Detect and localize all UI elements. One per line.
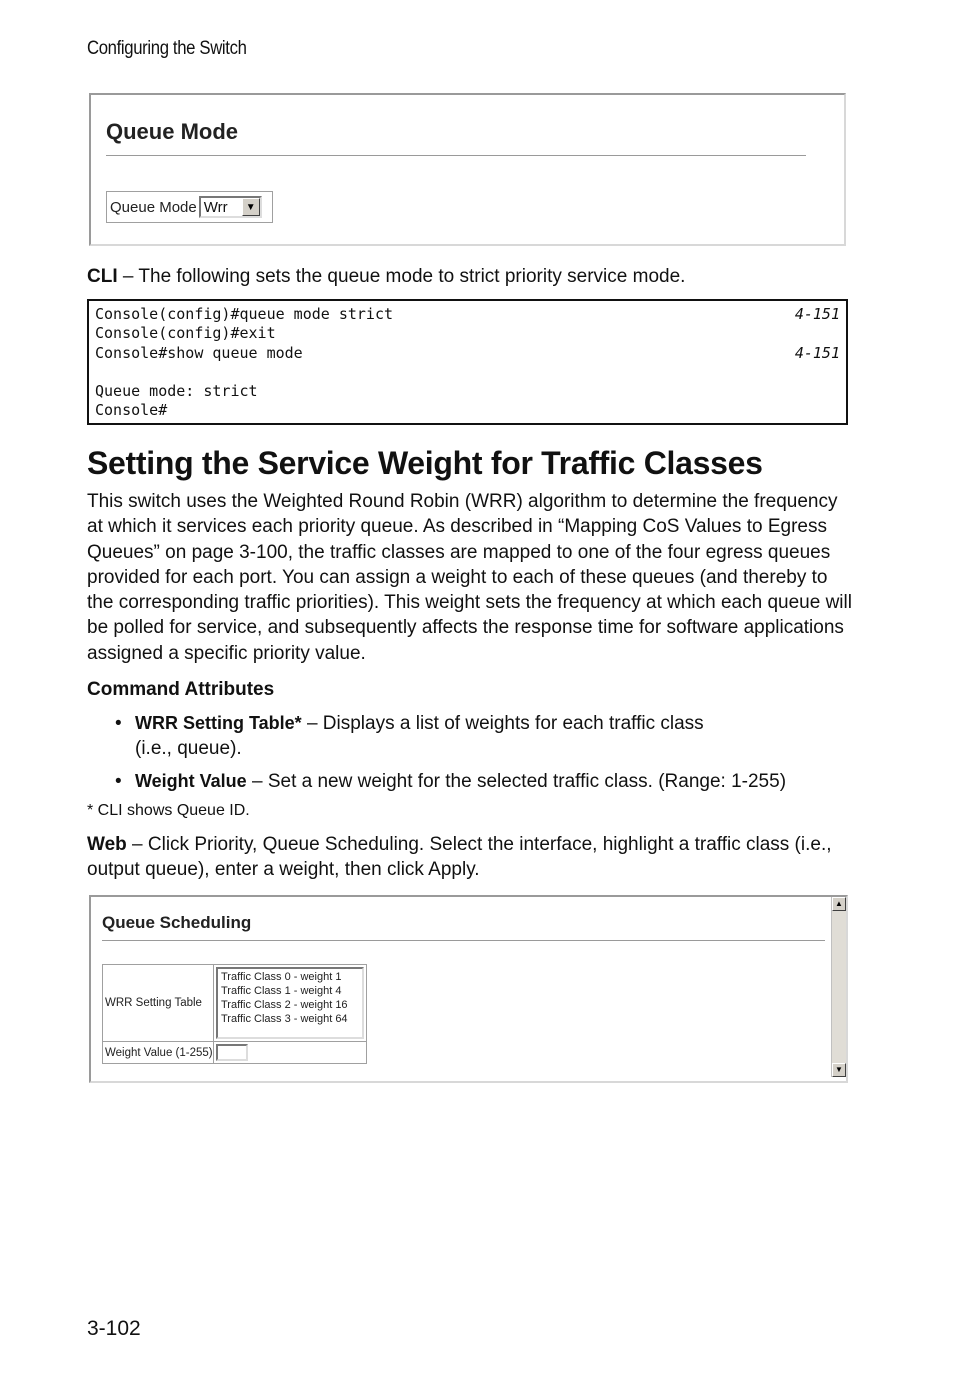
code-text: Console#show queue mode <box>95 343 303 362</box>
scroll-up-icon[interactable]: ▲ <box>832 897 846 911</box>
list-item[interactable]: Traffic Class 0 - weight 1 <box>221 971 342 983</box>
queue-mode-selected-value: Wrr <box>203 198 228 216</box>
queue-mode-title: Queue Mode <box>106 119 239 144</box>
page-number: 3-102 <box>87 1317 141 1340</box>
bullet-text-continued: (i.e., queue). <box>135 738 242 760</box>
body-paragraph: This switch uses the Weighted Round Robin (WRR) algorithm to determine the frequency at which it services each priority queue. As described in “Mapping CoS Values to Egress Queues” on page 3-100, the traffic classes are mapped to one of the four egress queues provided for each port. You can assign a weight to each of these queues (and thereby to the corresponding traffic priorities). This weight sets the frequency at which each queue will be polled for service, and subsequently affects the response time for software applications assigned a specific priority value. <box>87 491 852 664</box>
code-line <box>89 324 846 343</box>
code-line <box>89 344 846 363</box>
code-text: Console# <box>95 401 168 420</box>
bullet-dot: • <box>115 713 122 734</box>
code-line <box>89 305 846 324</box>
wrr-setting-listbox[interactable] <box>216 967 364 1039</box>
code-page-ref: 4-151 <box>794 305 840 323</box>
list-item[interactable]: Traffic Class 1 - weight 4 <box>221 985 342 997</box>
web-lead: Web <box>87 834 127 855</box>
bullet-wrr-setting-table <box>115 711 845 762</box>
cli-lead: CLI <box>87 266 118 287</box>
queue-scheduling-screenshot <box>89 895 848 1083</box>
title-divider <box>106 155 806 157</box>
code-text: Console(config)#exit <box>95 324 276 343</box>
section-heading: Setting the Service Weight for Traffic Classes <box>87 445 763 481</box>
cli-text: – The following sets the queue mode to strict priority service mode. <box>117 266 686 287</box>
queue-mode-select[interactable] <box>199 196 262 218</box>
weight-value-input[interactable] <box>216 1044 248 1061</box>
list-item[interactable]: Traffic Class 2 - weight 16 <box>221 999 348 1011</box>
chevron-down-icon[interactable]: ▼ <box>242 198 260 216</box>
weight-value-row <box>103 1042 366 1063</box>
code-line <box>89 382 846 401</box>
cli-code-block <box>87 299 848 425</box>
code-page-ref: 4-151 <box>794 343 840 362</box>
wrr-setting-row <box>103 965 366 1042</box>
wrr-setting-label: WRR Setting Table <box>103 965 214 1041</box>
web-text: – Click Priority, Queue Scheduling. Select the interface, highlight a traffic class (i.e., output queue), enter a weight, then click Apply. <box>87 834 832 881</box>
queue-mode-field <box>106 191 273 223</box>
list-item[interactable]: Traffic Class 3 - weight 64 <box>221 1013 348 1025</box>
bullet-text: – Displays a list of weights for each traffic class <box>301 713 704 734</box>
queue-scheduling-table <box>102 964 367 1064</box>
bullet-term: WRR Setting Table* <box>135 713 302 733</box>
code-line <box>89 401 846 420</box>
bullet-weight-value <box>115 769 845 794</box>
running-head: Configuring the Switch <box>87 38 247 59</box>
bullet-dot: • <box>115 771 122 792</box>
web-intro <box>87 832 852 883</box>
weight-value-label: Weight Value (1-255) <box>103 1042 214 1063</box>
bullet-term: Weight Value <box>135 771 247 791</box>
code-line <box>89 363 846 382</box>
queue-mode-label: Queue Mode <box>110 198 197 216</box>
code-text: Queue mode: strict <box>95 382 258 401</box>
vertical-scrollbar[interactable] <box>831 897 846 1077</box>
bullet-text: – Set a new weight for the selected traffic class. (Range: 1-255) <box>246 771 787 792</box>
command-attributes-heading: Command Attributes <box>87 679 275 700</box>
footnote: * CLI shows Queue ID. <box>87 802 250 819</box>
queue-scheduling-title: Queue Scheduling <box>102 913 252 932</box>
cli-intro <box>87 264 852 289</box>
queue-mode-screenshot <box>89 93 846 246</box>
scroll-down-icon[interactable]: ▼ <box>832 1063 846 1077</box>
code-text: Console(config)#queue mode strict <box>95 305 394 323</box>
title-divider <box>102 940 825 942</box>
